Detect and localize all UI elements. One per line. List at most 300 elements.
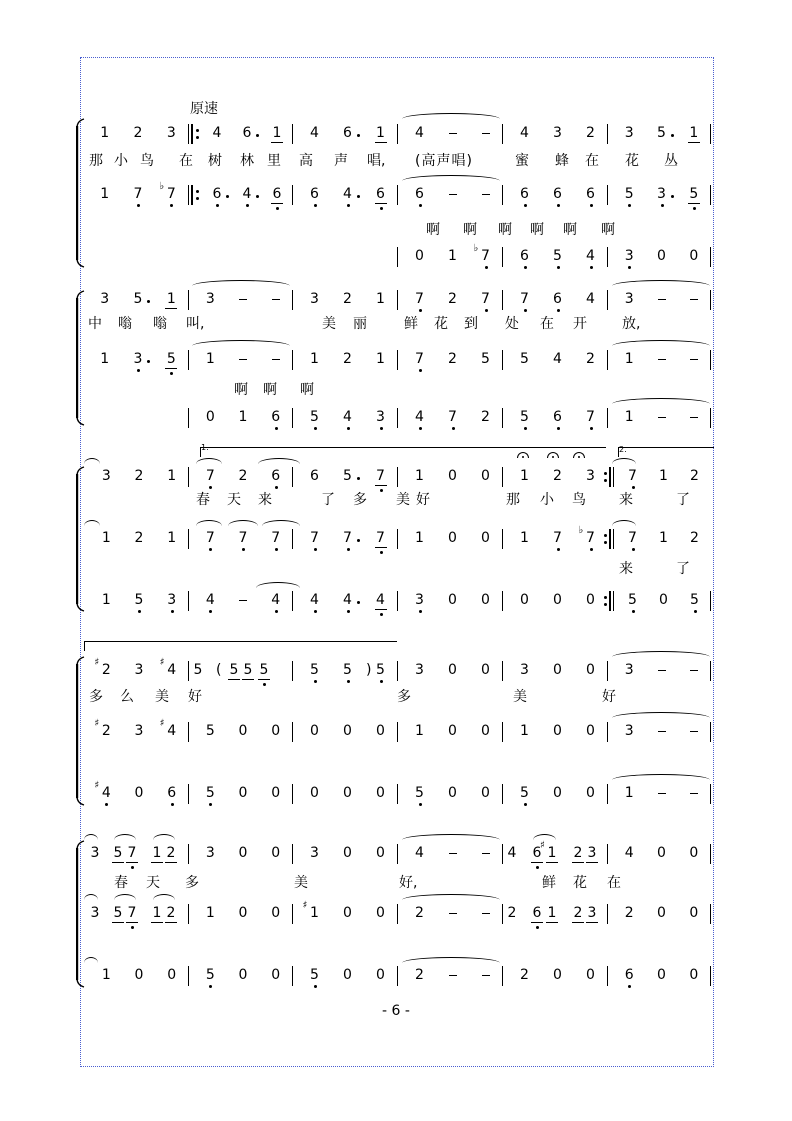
low-octave-dot: [314, 610, 317, 613]
note: 2: [166, 845, 176, 861]
lyric-char: 花: [573, 875, 587, 891]
bar-line: [397, 350, 398, 370]
duration-underline: [546, 862, 558, 863]
note: 3: [586, 468, 595, 484]
lyric-char: 树: [208, 153, 222, 169]
low-octave-dot: [380, 489, 383, 492]
low-octave-dot: [347, 610, 350, 613]
bar-line: [607, 290, 608, 310]
bar-line: [292, 844, 293, 864]
duration-underline: [375, 142, 387, 143]
low-octave-dot: [485, 266, 488, 269]
note: 5: [628, 592, 637, 608]
bar-line: [607, 904, 608, 924]
slur: [153, 894, 175, 900]
bar-line: [292, 966, 293, 986]
duration-underline: [271, 203, 283, 204]
lyric-char: 美: [155, 689, 169, 705]
low-octave-dot: [524, 427, 527, 430]
low-octave-dot: [137, 204, 140, 207]
note: 3: [415, 592, 424, 608]
note: 1: [624, 409, 634, 425]
note: 5: [113, 905, 123, 921]
duration-underline: [688, 203, 700, 204]
volta-line: [84, 641, 397, 642]
note: 0: [586, 723, 595, 739]
bar-line: [292, 408, 293, 428]
note: 2: [520, 967, 529, 983]
repeat-dot: [604, 596, 607, 599]
note: 0: [689, 248, 699, 264]
note: 0: [376, 845, 385, 861]
bar-line: [710, 350, 711, 370]
note: 0: [167, 967, 177, 983]
bar-line: [502, 467, 503, 487]
repeat-bar-thin: [613, 529, 614, 549]
low-octave-dot: [275, 486, 278, 489]
note: 0: [205, 409, 215, 425]
bar-line: [188, 350, 189, 370]
note: 5: [205, 967, 215, 983]
low-octave-dot: [590, 266, 593, 269]
sustain-dash: [482, 913, 490, 914]
lyric-char: 那: [506, 492, 520, 508]
low-octave-dot: [170, 372, 173, 375]
note: 0: [343, 905, 352, 921]
lyric-char: 春: [114, 875, 128, 891]
note: 3: [553, 125, 562, 141]
low-octave-dot: [380, 613, 383, 616]
low-octave-dot: [380, 427, 383, 430]
note: 6: [212, 186, 222, 202]
note: 2: [134, 468, 144, 484]
duration-underline: [375, 485, 387, 486]
note: 5: [205, 723, 215, 739]
note: 0: [689, 845, 699, 861]
bar-line: [397, 784, 398, 804]
paren-open: (: [216, 662, 222, 678]
low-octave-dot: [275, 548, 278, 551]
sustain-dash: [690, 793, 698, 794]
note: 5: [310, 409, 319, 425]
note: 7: [628, 468, 637, 484]
sustain-dash: [658, 793, 666, 794]
note: 6: [532, 845, 542, 861]
note: 2: [133, 125, 143, 141]
bar-line: [188, 661, 189, 681]
note: 0: [657, 248, 666, 264]
bar-line: [607, 844, 608, 864]
accidental: ♯: [94, 780, 100, 791]
note: 3: [90, 905, 100, 921]
note: 0: [657, 845, 666, 861]
note: 0: [134, 785, 144, 801]
low-octave-dot: [275, 427, 278, 430]
augmentation-dot: [357, 195, 360, 198]
sustain-dash: [449, 194, 457, 195]
tie-continue: [612, 340, 710, 346]
note: 7: [343, 530, 352, 546]
low-octave-dot: [419, 204, 422, 207]
note: 1: [272, 125, 282, 141]
note: 7: [415, 291, 424, 307]
note: 7: [133, 186, 143, 202]
note: 7: [238, 530, 248, 546]
tie-continue: [84, 834, 98, 840]
lyric-char: 啊: [426, 222, 440, 238]
note: 6: [376, 186, 385, 202]
note: 2: [553, 468, 562, 484]
bar-line: [607, 408, 608, 428]
duration-underline: [151, 922, 163, 923]
note: 0: [376, 785, 385, 801]
note: 6: [624, 967, 634, 983]
low-octave-dot: [590, 548, 593, 551]
note: 1: [624, 785, 634, 801]
repeat-bar-thin: [188, 185, 189, 205]
tie: [402, 175, 500, 181]
note: 1: [100, 125, 110, 141]
lyric-char: 花: [625, 153, 639, 169]
lyric-char: 在: [179, 153, 193, 169]
bar-line: [292, 722, 293, 742]
note: 1: [238, 409, 248, 425]
accidental: ♯: [302, 900, 308, 911]
lyric-char: 中: [88, 316, 102, 332]
note: 0: [689, 967, 699, 983]
note: 7: [415, 351, 424, 367]
augmentation-dot: [256, 134, 259, 137]
bar-line: [397, 185, 398, 205]
note: 2: [448, 291, 457, 307]
lyric-char: 开: [573, 316, 587, 332]
lyric-char: 蜂: [555, 153, 569, 169]
bar-line: [397, 529, 398, 549]
note: 7: [376, 468, 385, 484]
note: 7: [205, 530, 215, 546]
bar-line: [397, 124, 398, 144]
bar-line: [710, 722, 711, 742]
accidental: ♯: [94, 718, 100, 729]
note: 3: [624, 723, 634, 739]
bar-line: [397, 290, 398, 310]
low-octave-dot: [131, 926, 134, 929]
duration-underline: [572, 862, 584, 863]
bar-line: [607, 247, 608, 267]
bar-line: [502, 661, 503, 681]
note: 4 ♯: [94, 780, 111, 801]
low-octave-dot: [171, 610, 174, 613]
tie: [612, 712, 710, 718]
sustain-dash: [449, 133, 457, 134]
note: 2 ♯: [94, 718, 111, 739]
note: 1: [376, 125, 385, 141]
note: 0: [553, 785, 562, 801]
note: 7: [481, 291, 490, 307]
bar-line: [502, 408, 503, 428]
lyric-char: 啊: [300, 382, 314, 398]
lyric-char: 鲜: [542, 875, 556, 891]
note: 4: [343, 409, 352, 425]
note: 3: [415, 662, 424, 678]
note: 3: [624, 125, 634, 141]
low-octave-dot: [347, 548, 350, 551]
lyric-char: 来: [619, 561, 633, 577]
note: 1: [520, 468, 529, 484]
low-octave-dot: [590, 427, 593, 430]
note: 0: [310, 785, 319, 801]
note: 0: [376, 905, 385, 921]
lyric-char: 多: [353, 492, 367, 508]
note: 5: [133, 291, 143, 307]
note: 6: [271, 468, 281, 484]
low-octave-dot: [524, 803, 527, 806]
accidental: ♯: [540, 840, 545, 851]
note: 0: [376, 723, 385, 739]
note: 5: [243, 662, 253, 678]
sustain-dash: [482, 975, 490, 976]
note: 7: [271, 530, 281, 546]
note: 3: [134, 662, 144, 678]
low-octave-dot: [628, 985, 631, 988]
low-octave-dot: [485, 309, 488, 312]
note: 0: [553, 592, 562, 608]
low-octave-dot: [452, 427, 455, 430]
tie: [612, 651, 710, 657]
slur: [533, 834, 556, 840]
note: 0: [481, 785, 490, 801]
note: 0: [481, 468, 490, 484]
low-octave-dot: [314, 204, 317, 207]
bar-line: [397, 904, 398, 924]
low-octave-dot: [536, 866, 539, 869]
duration-underline: [375, 203, 387, 204]
note: 2: [507, 905, 517, 921]
low-octave-dot: [694, 610, 697, 613]
bar-line: [710, 185, 711, 205]
note: 0: [343, 967, 352, 983]
note: 4: [242, 186, 252, 202]
low-octave-dot: [557, 309, 560, 312]
low-octave-dot: [275, 610, 278, 613]
lyric-char: 啊: [563, 222, 577, 238]
note: 4: [376, 592, 385, 608]
repeat-dot: [604, 541, 607, 544]
note: 1: [415, 530, 424, 546]
note: 0: [481, 723, 490, 739]
lyric-char: 花: [434, 316, 448, 332]
note: 5: [520, 351, 529, 367]
lyric-char: 里: [267, 153, 281, 169]
slur: [114, 894, 136, 900]
bar-line: [292, 124, 293, 144]
lyric-char: 林: [240, 153, 254, 169]
low-octave-dot: [380, 680, 383, 683]
note: 4 ♯: [159, 657, 177, 678]
note: 2: [690, 530, 699, 546]
note: 1: [547, 905, 557, 921]
note: 4: [310, 125, 319, 141]
low-octave-dot: [246, 204, 249, 207]
bar-line: [607, 185, 608, 205]
note: 0: [271, 905, 281, 921]
note: 3: [205, 291, 215, 307]
note: 5: [520, 409, 529, 425]
note: 1: [520, 530, 529, 546]
sustain-dash: [449, 975, 457, 976]
note: 1: [415, 468, 424, 484]
low-octave-dot: [536, 926, 539, 929]
system-bracket: [76, 290, 84, 426]
duration-underline: [546, 922, 558, 923]
note: 0: [586, 592, 595, 608]
bar-line: [607, 784, 608, 804]
duration-underline: [126, 922, 138, 923]
lyric-char: 啊: [263, 382, 277, 398]
note: 4: [205, 592, 215, 608]
sustain-dash: [658, 417, 666, 418]
sustain-dash: [690, 670, 698, 671]
low-octave-dot: [314, 680, 317, 683]
sustain-dash: [658, 359, 666, 360]
low-octave-dot: [209, 486, 212, 489]
sustain-dash: [239, 299, 247, 300]
bar-line: [292, 529, 293, 549]
note: 5: [205, 785, 215, 801]
volta-line: [200, 447, 606, 448]
note: 5: [166, 351, 176, 367]
lyric-char: 处: [505, 316, 519, 332]
repeat-dot: [196, 190, 199, 193]
note: 4: [586, 248, 595, 264]
tie-continue: [612, 398, 710, 404]
bar-line: [607, 124, 608, 144]
note: 3: [520, 662, 529, 678]
note: 5: [113, 845, 123, 861]
accidental: ♯: [94, 657, 100, 668]
note: 7: [520, 291, 529, 307]
augmentation-dot: [357, 601, 360, 604]
note: 4 ♯: [159, 718, 177, 739]
note: 5: [553, 248, 562, 264]
lyric-char: 来: [619, 492, 633, 508]
low-octave-dot: [419, 803, 422, 806]
low-octave-dot: [347, 204, 350, 207]
repeat-dot: [604, 472, 607, 475]
note: 2: [134, 530, 144, 546]
note: 1: [101, 967, 111, 983]
note: 3: [376, 409, 385, 425]
lyric-char: 高: [299, 153, 313, 169]
low-octave-dot: [524, 204, 527, 207]
lyric-char: 丽: [353, 316, 367, 332]
bar-line: [710, 784, 711, 804]
tie: [402, 894, 500, 900]
note: 4: [415, 845, 424, 861]
note: 6: [520, 186, 529, 202]
note: 1: [310, 351, 319, 367]
low-octave-dot: [137, 369, 140, 372]
lyric-char: 鲜: [404, 316, 418, 332]
low-octave-dot: [314, 985, 317, 988]
low-octave-dot: [138, 610, 141, 613]
note: 1: [205, 905, 215, 921]
duration-underline: [165, 862, 177, 863]
note: 6: [532, 905, 542, 921]
low-octave-dot: [590, 204, 593, 207]
low-octave-dot: [693, 207, 696, 210]
bar-line: [502, 784, 503, 804]
note: 5: [690, 592, 699, 608]
note: 0: [659, 592, 668, 608]
lyric-char: 啊: [498, 222, 512, 238]
lyric-char: 丛: [664, 153, 678, 169]
note: 1: [689, 125, 699, 141]
bar-line: [397, 722, 398, 742]
note: 7 ♭: [473, 243, 490, 264]
note: 5: [624, 186, 634, 202]
sustain-dash: [482, 194, 490, 195]
duration-underline: [531, 862, 543, 863]
note: 6: [343, 125, 352, 141]
bar-line: [188, 290, 189, 310]
note: 7: [127, 845, 137, 861]
accidental: ♯: [159, 718, 165, 729]
note: 5: [343, 468, 352, 484]
paren-close: ): [366, 662, 372, 678]
bar-line: [397, 661, 398, 681]
duration-underline: [572, 922, 584, 923]
lyric-char: 在: [585, 153, 599, 169]
note: 7: [376, 530, 385, 546]
low-octave-dot: [209, 985, 212, 988]
tie: [612, 774, 710, 780]
note: 3: [100, 291, 110, 307]
sustain-dash: [239, 359, 247, 360]
note: 5: [229, 662, 239, 678]
repeat-bar-thick: [609, 591, 611, 611]
tie-continue: [612, 280, 710, 286]
note: 1: [100, 186, 110, 202]
sustain-dash: [482, 853, 490, 854]
note: 2: [343, 291, 352, 307]
note: 1: [659, 468, 668, 484]
sustain-dash: [690, 299, 698, 300]
duration-underline: [165, 922, 177, 923]
low-octave-dot: [524, 266, 527, 269]
duration-underline: [586, 922, 598, 923]
low-octave-dot: [661, 204, 664, 207]
slur: [262, 520, 300, 526]
lyric-char: 鸟: [572, 492, 586, 508]
note: 0: [238, 723, 248, 739]
duration-underline: [151, 862, 163, 863]
note: 7 ♭: [159, 181, 176, 202]
note: 1: [101, 530, 111, 546]
note: 0: [271, 845, 281, 861]
bar-line: [710, 408, 711, 428]
note: 1: [100, 351, 110, 367]
lyric-char: 天: [146, 875, 160, 891]
bar-line: [188, 467, 189, 487]
low-octave-dot: [557, 427, 560, 430]
system-bracket: [76, 118, 84, 268]
fermata: [573, 452, 585, 459]
sustain-dash: [658, 299, 666, 300]
lyric-char: 多: [397, 689, 411, 705]
note: 6: [553, 291, 562, 307]
bar-line: [502, 247, 503, 267]
